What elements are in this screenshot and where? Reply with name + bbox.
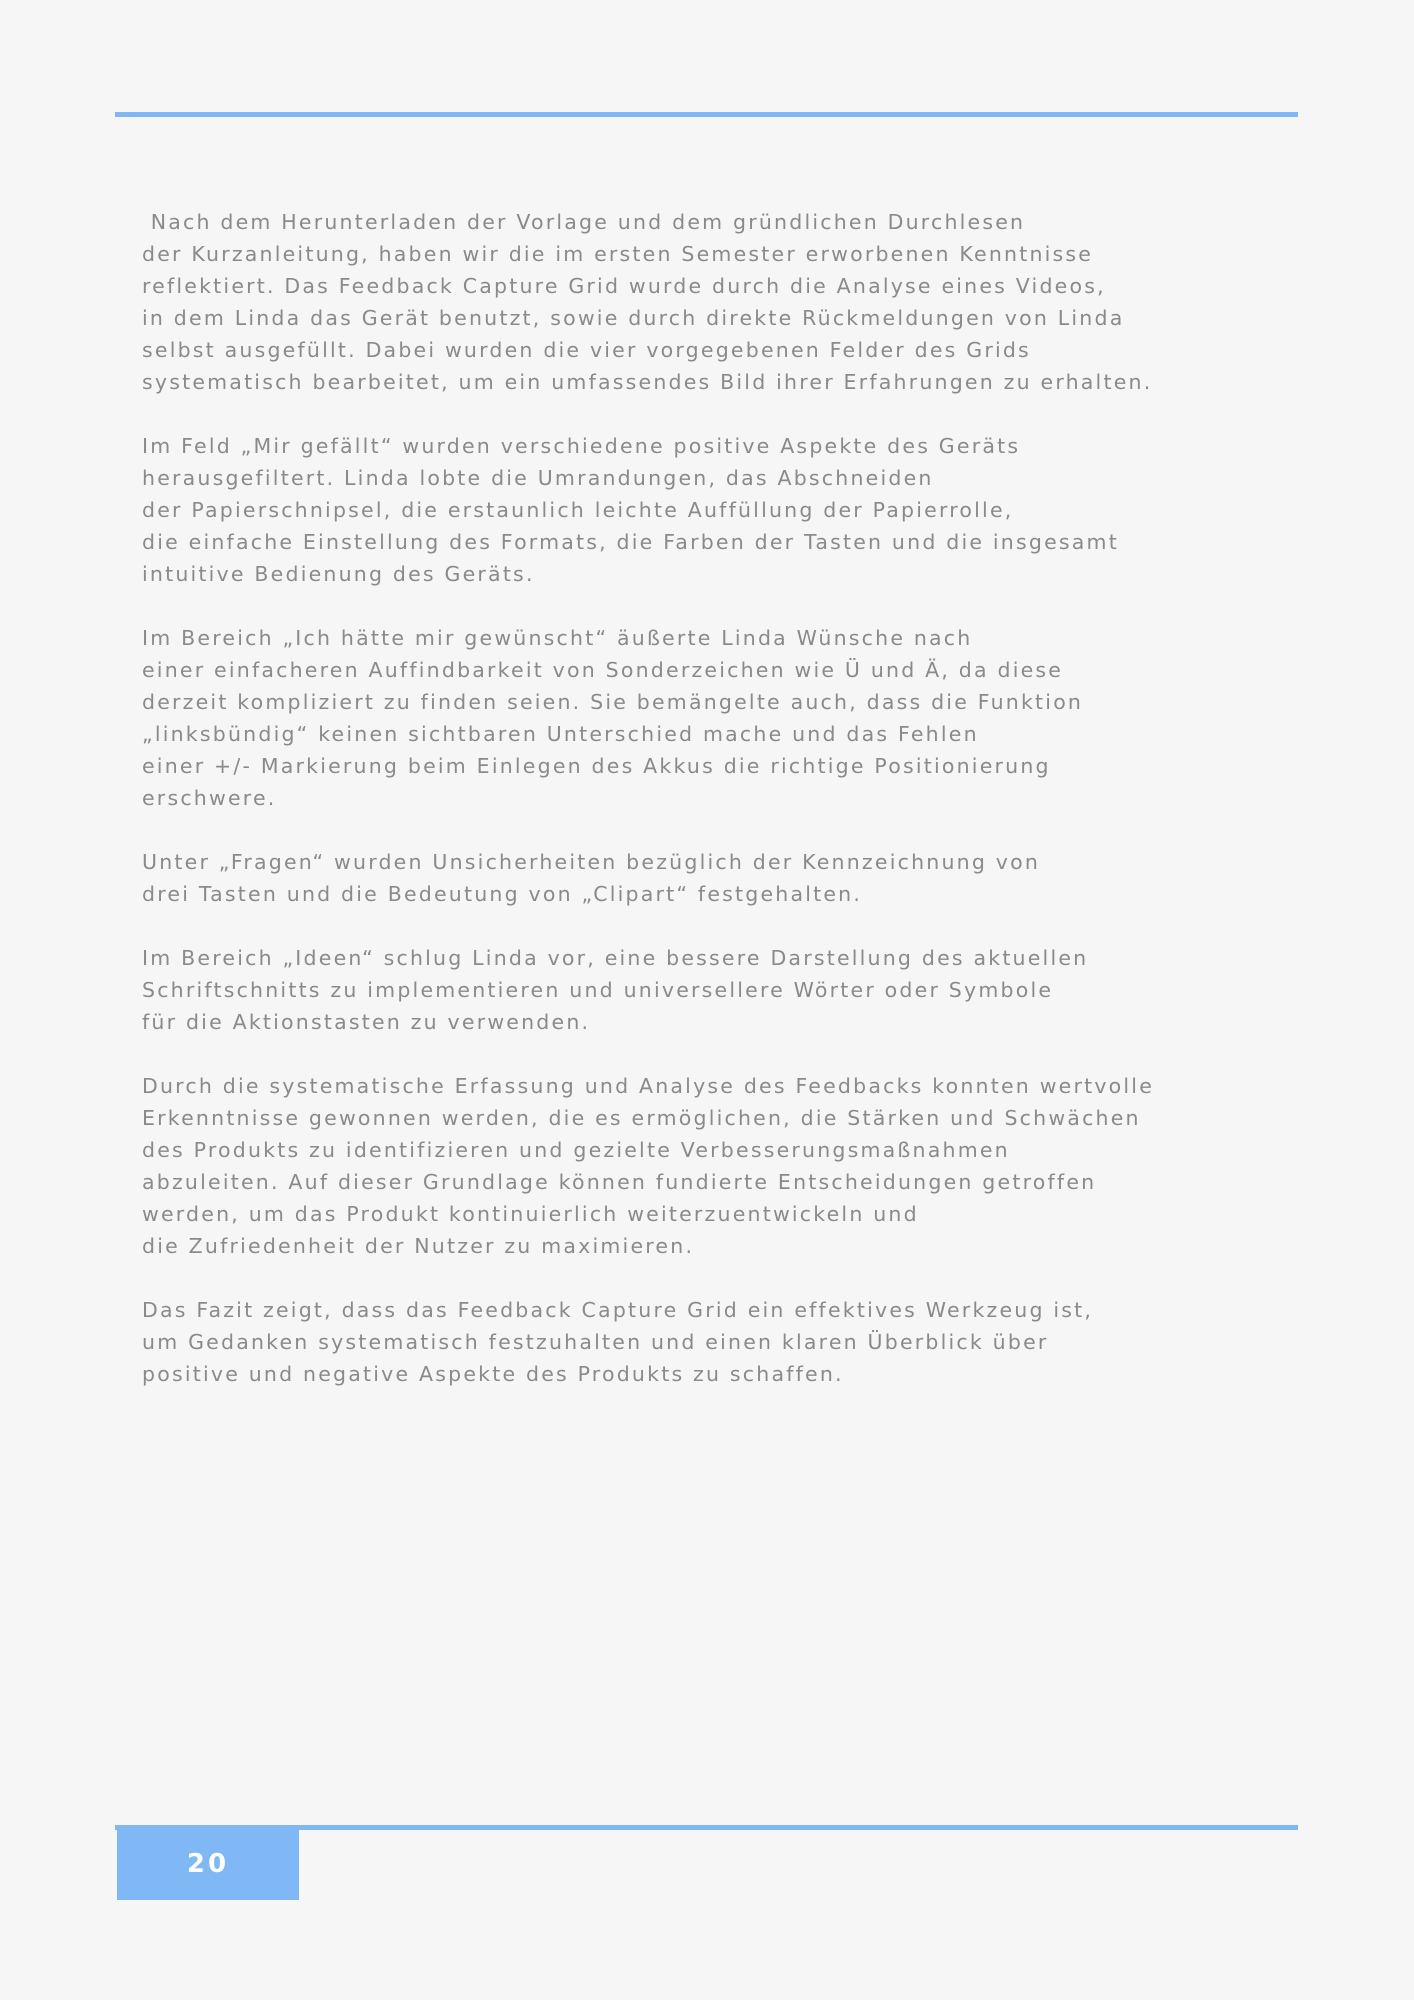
text-line: abzuleiten. Auf dieser Grundlage können fundierte Entscheidungen getroffen bbox=[142, 1170, 1097, 1194]
paragraph bbox=[142, 1070, 1292, 1262]
text-line: reflektiert. Das Feedback Capture Grid wurde durch die Analyse eines Videos, bbox=[142, 274, 1106, 298]
text-line: positive und negative Aspekte des Produkts zu schaffen. bbox=[142, 1362, 844, 1386]
text-line: die Zufriedenheit der Nutzer zu maximieren. bbox=[142, 1234, 695, 1258]
paragraph bbox=[142, 206, 1292, 398]
text-line: intuitive Bedienung des Geräts. bbox=[142, 562, 535, 586]
body-text bbox=[142, 206, 1292, 1422]
paragraph bbox=[142, 1294, 1292, 1390]
paragraph bbox=[142, 942, 1292, 1038]
text-line: einer einfacheren Auffindbarkeit von Sonderzeichen wie Ü und Ä, da diese bbox=[142, 658, 1064, 682]
text-line: „linksbündig“ keinen sichtbaren Unterschied mache und das Fehlen bbox=[142, 722, 979, 746]
text-line: Erkenntnisse gewonnen werden, die es ermöglichen, die Stärken und Schwächen bbox=[142, 1106, 1141, 1130]
top-divider-line bbox=[115, 112, 1298, 117]
page-number-badge bbox=[117, 1828, 299, 1900]
paragraph bbox=[142, 622, 1292, 814]
text-line: Nach dem Herunterladen der Vorlage und dem gründlichen Durchlesen bbox=[142, 210, 1026, 234]
text-line: Im Feld „Mir gefällt“ wurden verschiedene positive Aspekte des Geräts bbox=[142, 434, 1021, 458]
text-line: der Kurzanleitung, haben wir die im ersten Semester erworbenen Kenntnisse bbox=[142, 242, 1094, 266]
text-line: Das Fazit zeigt, dass das Feedback Capture Grid ein effektives Werkzeug ist, bbox=[142, 1298, 1094, 1322]
text-line: des Produkts zu identifizieren und gezielte Verbesserungsmaßnahmen bbox=[142, 1138, 1010, 1162]
text-line: für die Aktionstasten zu verwenden. bbox=[142, 1010, 591, 1034]
text-line: erschwere. bbox=[142, 786, 277, 810]
paragraph bbox=[142, 846, 1292, 910]
text-line: Schriftschnitts zu implementieren und universellere Wörter oder Symbole bbox=[142, 978, 1054, 1002]
text-line: Durch die systematische Erfassung und Analyse des Feedbacks konnten wertvolle bbox=[142, 1074, 1155, 1098]
text-line: um Gedanken systematisch festzuhalten und einen klaren Überblick über bbox=[142, 1330, 1049, 1354]
text-line: derzeit kompliziert zu finden seien. Sie bemängelte auch, dass die Funktion bbox=[142, 690, 1084, 714]
text-line: die einfache Einstellung des Formats, die Farben der Tasten und die insgesamt bbox=[142, 530, 1119, 554]
text-line: Im Bereich „Ideen“ schlug Linda vor, eine bessere Darstellung des aktuellen bbox=[142, 946, 1089, 970]
text-line: selbst ausgefüllt. Dabei wurden die vier vorgegebenen Felder des Grids bbox=[142, 338, 1031, 362]
text-line: herausgefiltert. Linda lobte die Umrandungen, das Abschneiden bbox=[142, 466, 934, 490]
page-number: 20 bbox=[186, 1849, 230, 1879]
paragraph bbox=[142, 430, 1292, 590]
text-line: der Papierschnipsel, die erstaunlich leichte Auffüllung der Papierrolle, bbox=[142, 498, 1014, 522]
text-line: systematisch bearbeitet, um ein umfassendes Bild ihrer Erfahrungen zu erhalten. bbox=[142, 370, 1153, 394]
text-line: in dem Linda das Gerät benutzt, sowie durch direkte Rückmeldungen von Linda bbox=[142, 306, 1125, 330]
text-line: einer +/- Markierung beim Einlegen des Akkus die richtige Positionierung bbox=[142, 754, 1051, 778]
text-line: Im Bereich „Ich hätte mir gewünscht“ äußerte Linda Wünsche nach bbox=[142, 626, 973, 650]
text-line: werden, um das Produkt kontinuierlich weiterzuentwickeln und bbox=[142, 1202, 919, 1226]
text-line: Unter „Fragen“ wurden Unsicherheiten bezüglich der Kennzeichnung von bbox=[142, 850, 1041, 874]
text-line: drei Tasten und die Bedeutung von „Clipart“ festgehalten. bbox=[142, 882, 863, 906]
